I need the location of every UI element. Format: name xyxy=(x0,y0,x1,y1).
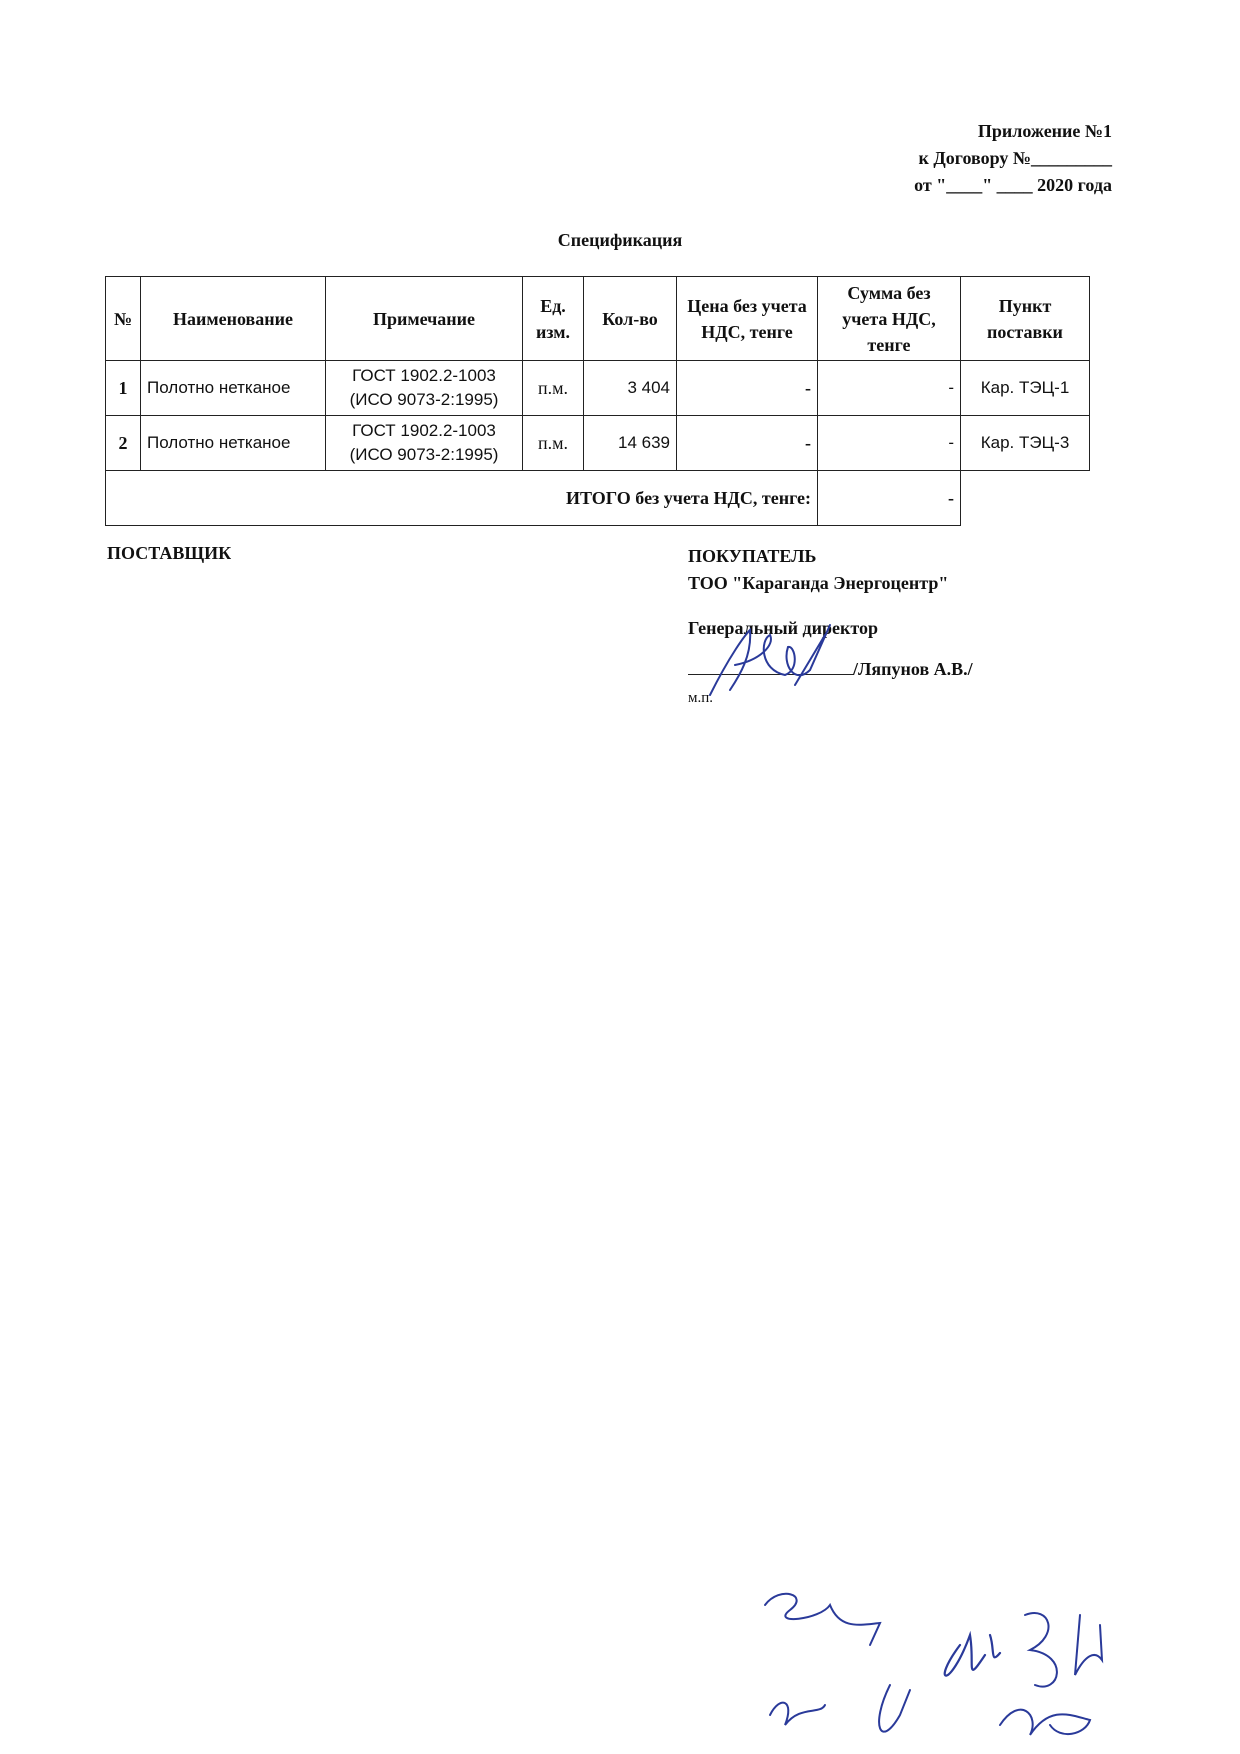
buyer-position: Генеральный директор xyxy=(688,618,878,638)
row-unit: п.м. xyxy=(523,361,584,416)
total-empty xyxy=(961,471,1090,526)
supplier-label: ПОСТАВЩИК xyxy=(107,543,232,563)
row-price: - xyxy=(677,361,818,416)
row-price: - xyxy=(677,416,818,471)
table-header-row xyxy=(106,277,1090,361)
col-qty: Кол-во xyxy=(584,277,677,361)
row-unit: п.м. xyxy=(523,416,584,471)
appendix-label: Приложение №1 xyxy=(977,121,1112,141)
row-num: 2 xyxy=(106,416,141,471)
row-note-line1: ГОСТ 1902.2-1003 xyxy=(352,366,496,385)
row-sum: - xyxy=(818,416,961,471)
row-point: Кар. ТЭЦ-3 xyxy=(961,416,1090,471)
row-num: 1 xyxy=(106,361,141,416)
buyer-label: ПОКУПАТЕЛЬ xyxy=(688,546,817,566)
table-row xyxy=(106,416,1090,471)
total-label: ИТОГО без учета НДС, тенге: xyxy=(106,471,818,526)
total-value: - xyxy=(818,471,961,526)
col-unit: Ед. изм. xyxy=(523,277,584,361)
row-name: Полотно нетканое xyxy=(141,361,326,416)
table-row xyxy=(106,361,1090,416)
col-point: Пункт поставки xyxy=(961,277,1090,361)
row-note-line2: (ИСО 9073-2:1995) xyxy=(349,445,499,464)
row-name: Полотно нетканое xyxy=(141,416,326,471)
row-note xyxy=(326,416,523,471)
page-initials-icon xyxy=(750,1575,1210,1750)
col-note: Примечание xyxy=(326,277,523,361)
row-sum: - xyxy=(818,361,961,416)
contract-number: к Договору №_________ xyxy=(918,148,1112,168)
document-title: Спецификация xyxy=(557,230,683,250)
buyer-company: ТОО "Караганда Энергоцентр" xyxy=(688,573,949,593)
row-point: Кар. ТЭЦ-1 xyxy=(961,361,1090,416)
row-note-line1: ГОСТ 1902.2-1003 xyxy=(352,421,496,440)
col-price: Цена без учета НДС, тенге xyxy=(677,277,818,361)
specification-table xyxy=(105,276,1090,526)
col-name: Наименование xyxy=(141,277,326,361)
director-signature-icon xyxy=(700,615,840,705)
row-note-line2: (ИСО 9073-2:1995) xyxy=(349,390,499,409)
appendix-header xyxy=(914,118,1112,199)
row-qty: 3 404 xyxy=(584,361,677,416)
row-qty: 14 639 xyxy=(584,416,677,471)
col-sum: Сумма без учета НДС, тенге xyxy=(818,277,961,361)
col-num: № xyxy=(106,277,141,361)
row-note xyxy=(326,361,523,416)
buyer-signer: /Ляпунов А.В./ xyxy=(853,659,973,679)
stamp-label: м.п. xyxy=(688,690,714,706)
contract-date: от "____" ____ 2020 года xyxy=(914,175,1112,195)
total-row xyxy=(106,471,1090,526)
